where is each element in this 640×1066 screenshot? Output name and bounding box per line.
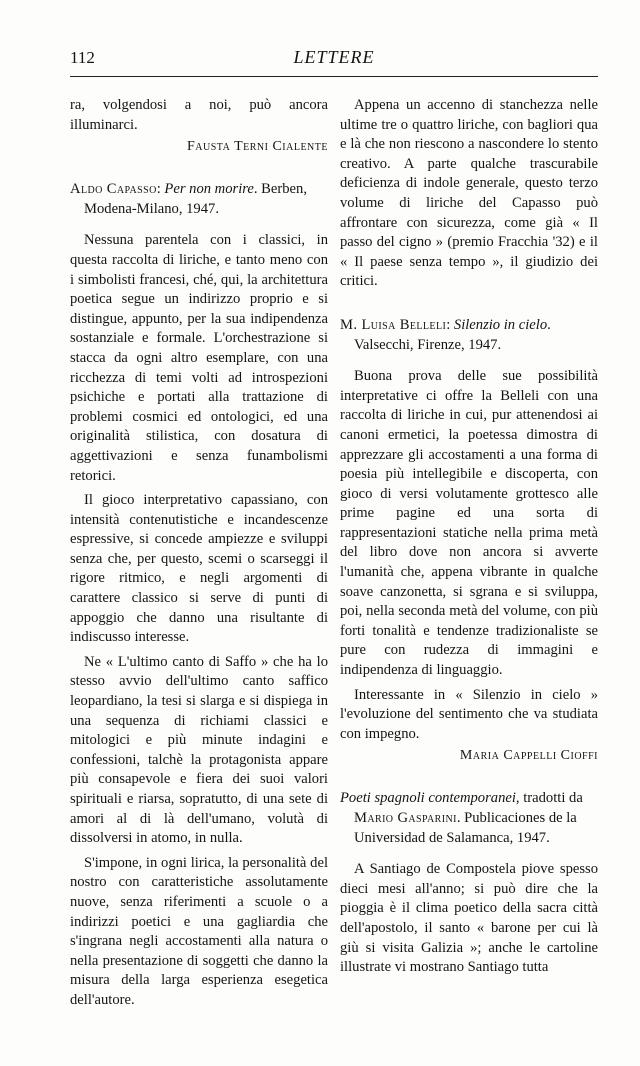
review-translator-prefix: , tradotti da — [515, 790, 583, 807]
running-title: LETTERE — [293, 47, 375, 67]
body-paragraph: Interessante in « Silenzio in cielo » l'evoluzione del sentimento che va studiata con impegno. — [340, 686, 598, 742]
review-heading — [340, 789, 598, 848]
review-author-separator: : — [446, 316, 454, 333]
body-paragraph: Nessuna parentela con i classici, in questa raccolta di liriche, e tanto meno con i simbolisti francesi, ché, qui, la architettura poetica segue un indirizzo proprio e si distingue, appunto, per la sua indipendenza sostanziale e formale. L'orchestrazione si stacca da ogni altro esemplare, con una ricchezza di temi volti ad introspezioni psichiche e portati alla trattazione di problemi cosmici ed ontologici, ed una originalità stilistica, con dosatura di aggettivazioni e senza funambolismi retorici. — [70, 232, 328, 484]
body-paragraph: A Santiago de Compostela piove spesso dieci mesi all'anno; si può dire che la pioggia è il clima poetico della sacra città dell'apostolo, il santo « barone per cui là giù si visita Galizia »; anche le cartoline illustrate vi mostrano Santiago tutta — [340, 861, 598, 976]
continuation-paragraph: ra, volgendosi a noi, può ancora illuminarci. — [70, 97, 328, 133]
review-book-title: Per non morire — [164, 181, 254, 198]
review-publisher: . Publicaciones de la Universidad de Salamanca, 1947. — [354, 810, 577, 846]
left-column — [70, 96, 328, 1011]
page-number: 112 — [70, 48, 95, 67]
page-header — [70, 46, 598, 77]
review-heading — [70, 180, 328, 219]
body-paragraph: Buona prova delle sue possibilità interpretative ci offre la Belleli con una raccolta di liriche in cui, pur attenendosi ai canoni ermetici, la poetessa dimostra di apprezzare gli accostamenti a una forma di poesia più intellegibile e discoperta, con gioco di versi volutamente grottesco alle prime pagine ed una sorta di rappresentazioni statiche nella prima metà del libro dove non ancora si avverte l'umanità che, appena vibrante in qualche soave canzonetta, si sgrana e si sviluppa, poi, nella seconda metà del volume, con più forti tonalità e tendenze tradizionaliste se pure con rudezza di immagini e indipendenza di linguaggio. — [340, 368, 598, 679]
review-author: Aldo Capasso — [70, 181, 157, 198]
body-paragraph: Il gioco interpretativo capassiano, con intensità contenutistiche e incandescenze espressive, si concede ampiezze e sviluppi senza che, per questo, scemi o scarseggi il rigore ritmico, e negli argomenti di carattere classico si serve di punti di appoggio che danno una risultante di indiscusso interesse. — [70, 492, 328, 646]
review-publisher: . Berben, Modena-Milano, 1947. — [84, 181, 307, 217]
review-signature: Maria Cappelli Cioffi — [459, 748, 598, 764]
body-paragraph: Ne « L'ultimo canto di Saffo » che ha lo stesso avvio dell'ultimo canto saffico leopardiano, la tesi si slarga e si dispiega in una sequenza di richiami classici e mitologici e più minute indagini e confessioni, talchè la protagonista appare più consapevole e fiera dei suoi valori spirituali e riarsa, sopratutto, di una sete di amori al di là dell'umano, volutà di dissolversi in atomo, in nulla. — [70, 653, 328, 847]
right-column — [340, 96, 598, 978]
review-author: M. Luisa Belleli — [340, 316, 447, 333]
body-paragraph: S'impone, in ogni lirica, la personalità del nostro con caratteristiche assolutamente nuove, senza riferimenti a scuole o a indirizzi poetici e una gagliardia che s'ingrana negli accostamenti alla natura o nella presentazione di soggetti che danno la misura della larga esperienza esegetica dell'autore. — [70, 854, 328, 1008]
review-publisher: . Valsecchi, Firenze, 1947. — [354, 316, 551, 353]
review-book-title: Poeti spagnoli contemporanei — [340, 790, 516, 807]
review-translator: Mario Gasparini — [354, 810, 457, 826]
review-heading — [340, 316, 598, 355]
review-signature: Fausta Terni Cialente — [187, 139, 328, 155]
review-book-title: Silenzio in cielo — [453, 316, 548, 333]
review-author-separator: : — [156, 181, 165, 198]
body-paragraph: Appena un accenno di stanchezza nelle ultime tre o quattro liriche, con bagliori qua e là che non riescono a nascondere lo stento creativo. A parte qualche trascurabile deficienza di indole generale, questo terzo volume di liriche del Capasso può affrontare con sicurezza, come già « Il passo del cigno » (premio Fracchia '32) e il « Il paese senza tempo », il giudizio dei critici. — [340, 97, 598, 290]
